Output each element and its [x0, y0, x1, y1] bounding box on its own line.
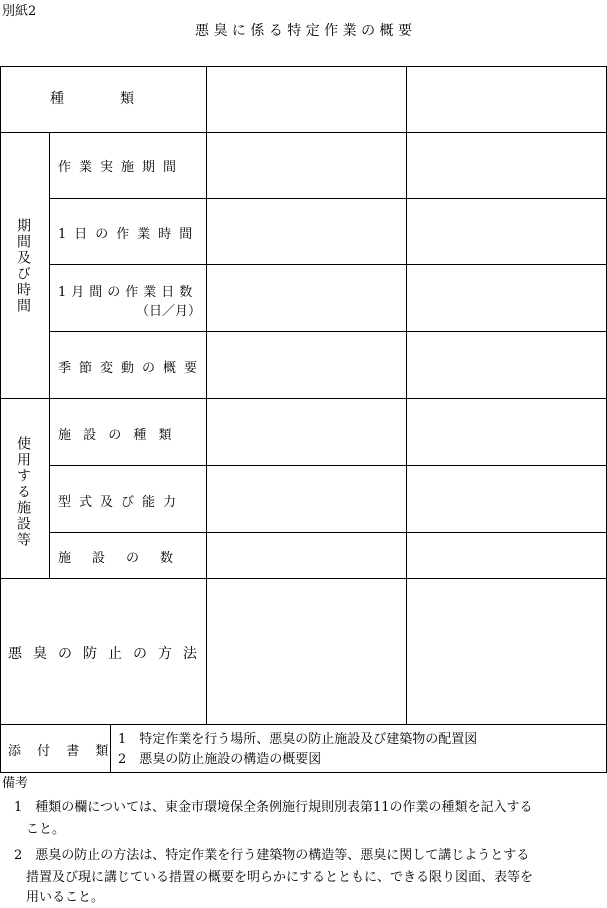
row-divider [49, 532, 607, 533]
table-border-left [0, 66, 1, 772]
remark-item-2-cont: 措置及び現に講じている措置の概要を明らかにするとともに、できる限り図面、表等を [26, 870, 534, 885]
attachment-label: 別紙2 [2, 4, 37, 19]
remark-item-1: 1 種類の欄については、東金市環境保全条例施行規則別表第11の作業の種類を記入する [14, 800, 533, 815]
group-divider [49, 132, 50, 578]
row-divider [49, 264, 607, 265]
facility-group-label: 使用する施設等 [15, 436, 31, 548]
period-group-label: 期間及び時間 [15, 218, 31, 314]
facility-count-label: 施 設 の 数 [58, 551, 178, 566]
attachments-label: 添 付 書 類 [8, 744, 115, 759]
remark-item-1-cont: こと。 [26, 822, 66, 837]
column-divider [206, 66, 207, 724]
prevention-method-label: 悪臭の防止の方法 [8, 646, 208, 662]
attachment-item: 2 悪臭の防止施設の構造の概要図 [118, 752, 322, 767]
row-divider [0, 578, 607, 579]
model-capacity-label: 型式及び能力 [58, 495, 185, 510]
daily-hours-label: 1日の作業時間 [58, 227, 201, 242]
attachment-item: 1 特定作業を行う場所、悪臭の防止施設及び建築物の配置図 [118, 732, 478, 747]
table-border-bottom [0, 772, 607, 773]
row-divider [49, 331, 607, 332]
facility-type-label: 施 設 の 種 類 [58, 428, 176, 443]
column-divider [406, 66, 407, 724]
seasonal-variation-label: 季節変動の概要 [58, 361, 206, 376]
monthly-days-label: 1月間の作業日数 [58, 285, 198, 300]
row-divider [49, 465, 607, 466]
remark-item-2-cont: 用いること。 [26, 890, 105, 905]
kind-label: 種 類 [50, 91, 134, 107]
page-title: 悪 臭 に 係 る 特 定 作 業 の 概 要 [195, 23, 412, 39]
remarks-heading: 備考 [2, 776, 29, 791]
row-divider [49, 198, 607, 199]
row-divider [0, 132, 607, 133]
table-border-top [0, 66, 607, 67]
remark-item-2: 2 悪臭の防止の方法は、特定作業を行う建築物の構造等、悪臭に関して講じようとする [14, 848, 530, 863]
row-divider [0, 398, 607, 399]
implementation-period-label: 作業実施期間 [58, 160, 185, 175]
monthly-days-unit: （日／月） [136, 304, 202, 319]
row-divider [0, 724, 607, 725]
